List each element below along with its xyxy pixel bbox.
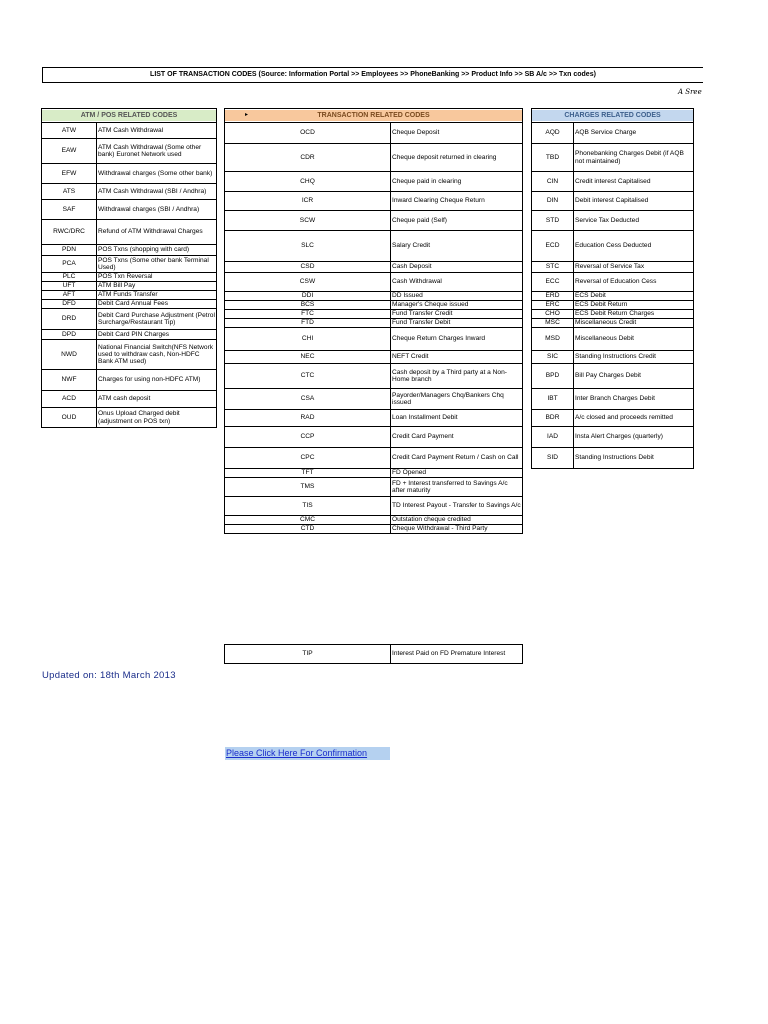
- code-cell: MSC: [532, 319, 574, 328]
- charges-header: CHARGES RELATED CODES: [532, 110, 693, 121]
- description-cell: FD + Interest transferred to Savings A/c after maturity: [391, 478, 523, 497]
- description-cell: Loan Installment Debit: [391, 410, 523, 427]
- code-cell: CTC: [225, 364, 391, 389]
- description-cell: Debit Card Purchase Adjustment (Petrol Surcharge/Restaurant Tip): [97, 309, 217, 330]
- table-row: [42, 282, 217, 291]
- table-row: [42, 139, 217, 164]
- table-row: [225, 310, 523, 319]
- table-row: [42, 273, 217, 282]
- table-row: [225, 645, 523, 664]
- table-row: [225, 448, 523, 469]
- table-row: [42, 123, 217, 139]
- code-cell: DPD: [42, 330, 97, 340]
- code-cell: EFW: [42, 164, 97, 184]
- description-cell: Reversal of Education Cess: [574, 273, 694, 292]
- description-cell: ECS Debit Return: [574, 301, 694, 310]
- table-row: [42, 391, 217, 408]
- table-row: [42, 164, 217, 184]
- table-row: [532, 351, 694, 364]
- code-cell: AQD: [532, 123, 574, 144]
- code-cell: STD: [532, 211, 574, 231]
- description-cell: ATM Cash Withdrawal (SBI / Andhra): [97, 184, 217, 200]
- description-cell: Debit interest Capitalised: [574, 192, 694, 211]
- code-cell: SID: [532, 448, 574, 469]
- code-cell: DFD: [42, 300, 97, 309]
- description-cell: Inward Clearing Cheque Return: [391, 192, 523, 211]
- table-row: [532, 301, 694, 310]
- code-cell: CSD: [225, 262, 391, 273]
- table-row: [532, 144, 694, 172]
- code-cell: CSW: [225, 273, 391, 292]
- table-row: [42, 291, 217, 300]
- page-title: LIST OF TRANSACTION CODES (Source: Information Portal >> Employees >> PhoneBanking >> Product Info >> SB A/c >> Txn codes): [42, 67, 703, 83]
- table-row: [532, 319, 694, 328]
- description-cell: Miscellaneous Credit: [574, 319, 694, 328]
- code-cell: NWF: [42, 370, 97, 391]
- table-row: [532, 328, 694, 351]
- table-row: [42, 200, 217, 220]
- table-row: [42, 220, 217, 245]
- description-cell: Salary Credit: [391, 231, 523, 262]
- description-cell: Education Cess Deducted: [574, 231, 694, 262]
- code-cell: DRD: [42, 309, 97, 330]
- code-cell: CHQ: [225, 172, 391, 192]
- description-cell: POS Txn Reversal: [97, 273, 217, 282]
- cursor-arrow-icon: ▸: [245, 112, 249, 118]
- description-cell: Cheque Deposit: [391, 123, 523, 144]
- description-cell: Outstation cheque credited: [391, 516, 523, 525]
- code-cell: RWC/DRC: [42, 220, 97, 245]
- code-cell: ICR: [225, 192, 391, 211]
- description-cell: Miscellaneous Debit: [574, 328, 694, 351]
- confirmation-link-cell[interactable]: [225, 747, 390, 760]
- description-cell: POS Txns (shopping with card): [97, 245, 217, 256]
- table-row: [225, 292, 523, 301]
- confirmation-link[interactable]: Please Click Here For Confirmation: [226, 748, 368, 758]
- description-cell: Credit Card Payment Return / Cash on Call: [391, 448, 523, 469]
- table-row: [42, 309, 217, 330]
- code-cell: PDN: [42, 245, 97, 256]
- table-row: [532, 231, 694, 262]
- description-cell: Cash Withdrawal: [391, 273, 523, 292]
- code-cell: EAW: [42, 139, 97, 164]
- table-row: [532, 273, 694, 292]
- code-cell: CTD: [225, 525, 391, 534]
- description-cell: Cash Deposit: [391, 262, 523, 273]
- table-row: [532, 448, 694, 469]
- code-cell: ERC: [532, 301, 574, 310]
- description-cell: Fund Transfer Credit: [391, 310, 523, 319]
- description-cell: ATM Cash Withdrawal: [97, 123, 217, 139]
- code-cell: STC: [532, 262, 574, 273]
- table-row: [532, 172, 694, 192]
- transaction-codes-table: [224, 108, 523, 534]
- description-cell: Cash deposit by a Third party at a Non-Home branch: [391, 364, 523, 389]
- description-cell: Withdrawal charges (Some other bank): [97, 164, 217, 184]
- code-cell: NWD: [42, 340, 97, 370]
- code-cell: FTD: [225, 319, 391, 328]
- table-row: [42, 340, 217, 370]
- code-cell: TBD: [532, 144, 574, 172]
- updated-date: Updated on: 18th March 2013: [42, 670, 176, 681]
- table-row: [532, 262, 694, 273]
- table-row: [532, 410, 694, 427]
- description-cell: Credit Card Payment: [391, 427, 523, 448]
- description-cell: ECS Debit Return Charges: [574, 310, 694, 319]
- table-row: [225, 389, 523, 410]
- table-row: [42, 300, 217, 309]
- description-cell: Debit Card Annual Fees: [97, 300, 217, 309]
- tip-row-table: [224, 644, 523, 664]
- code-cell: AFT: [42, 291, 97, 300]
- table-row: [225, 525, 523, 534]
- code-cell: TMS: [225, 478, 391, 497]
- description-cell: FD Opened: [391, 469, 523, 478]
- code-cell: TFT: [225, 469, 391, 478]
- code-cell: CIN: [532, 172, 574, 192]
- code-cell: ACD: [42, 391, 97, 408]
- code-cell: CHI: [225, 328, 391, 351]
- table-row: [225, 351, 523, 364]
- table-row: [225, 211, 523, 231]
- table-row: [532, 364, 694, 389]
- description-cell: ATM Cash Withdrawal (Some other bank) Euronet Network used: [97, 139, 217, 164]
- description-cell: Cheque Withdrawal - Third Party: [391, 525, 523, 534]
- table-row: [42, 184, 217, 200]
- description-cell: Withdrawal charges (SBI / Andhra): [97, 200, 217, 220]
- table-row: [225, 410, 523, 427]
- code-cell: PLC: [42, 273, 97, 282]
- table-row: [225, 364, 523, 389]
- table-row: [42, 330, 217, 340]
- description-cell: Cheque Return Charges Inward: [391, 328, 523, 351]
- description-cell: Charges for using non-HDFC ATM): [97, 370, 217, 391]
- description-cell: Bill Pay Charges Debit: [574, 364, 694, 389]
- description-cell: Standing Instructions Debit: [574, 448, 694, 469]
- table-row: [225, 273, 523, 292]
- description-cell: NEFT Credit: [391, 351, 523, 364]
- description-cell: Debit Card PIN Charges: [97, 330, 217, 340]
- description-cell: ATM Bill Pay: [97, 282, 217, 291]
- table-row: [532, 427, 694, 448]
- table-row: [532, 211, 694, 231]
- code-cell: DDI: [225, 292, 391, 301]
- description-cell: Inter Branch Charges Debit: [574, 389, 694, 410]
- table-row: [42, 370, 217, 391]
- code-cell: IBT: [532, 389, 574, 410]
- code-cell: TIP: [225, 645, 391, 664]
- table-row: [225, 427, 523, 448]
- code-cell: TIS: [225, 497, 391, 516]
- code-cell: BCS: [225, 301, 391, 310]
- signature: A Sree: [678, 88, 702, 96]
- table-row: [532, 123, 694, 144]
- description-cell: Service Tax Deducted: [574, 211, 694, 231]
- description-cell: Onus Upload Charged debit (adjustment on POS txn): [97, 408, 217, 428]
- description-cell: ECS Debit: [574, 292, 694, 301]
- atm-pos-codes-table: [41, 108, 217, 428]
- code-cell: ECD: [532, 231, 574, 262]
- table-row: [225, 231, 523, 262]
- code-cell: CDR: [225, 144, 391, 172]
- table-row: [225, 469, 523, 478]
- table-row: [42, 245, 217, 256]
- table-row: [225, 497, 523, 516]
- code-cell: RAD: [225, 410, 391, 427]
- code-cell: DIN: [532, 192, 574, 211]
- code-cell: FTC: [225, 310, 391, 319]
- table-row: [42, 256, 217, 273]
- description-cell: Cheque paid in clearing: [391, 172, 523, 192]
- table-row: [225, 478, 523, 497]
- description-cell: Reversal of Service Tax: [574, 262, 694, 273]
- code-cell: NEC: [225, 351, 391, 364]
- code-cell: OCD: [225, 123, 391, 144]
- code-cell: ATW: [42, 123, 97, 139]
- code-cell: ECC: [532, 273, 574, 292]
- table-row: [532, 389, 694, 410]
- description-cell: National Financial Switch(NFS Network used to withdraw cash, Non-HDFC Bank ATM used): [97, 340, 217, 370]
- code-cell: PCA: [42, 256, 97, 273]
- description-cell: DD Issued: [391, 292, 523, 301]
- table-row: [532, 310, 694, 319]
- description-cell: TD Interest Payout - Transfer to Savings A/c: [391, 497, 523, 516]
- code-cell: MSD: [532, 328, 574, 351]
- code-cell: CMC: [225, 516, 391, 525]
- description-cell: Refund of ATM Withdrawal Charges: [97, 220, 217, 245]
- code-cell: CSA: [225, 389, 391, 410]
- description-cell: ATM cash deposit: [97, 391, 217, 408]
- code-cell: IAD: [532, 427, 574, 448]
- code-cell: BPD: [532, 364, 574, 389]
- charges-codes-table: [531, 108, 694, 469]
- table-row: [225, 172, 523, 192]
- code-cell: ATS: [42, 184, 97, 200]
- table-row: [532, 292, 694, 301]
- description-cell: ATM Funds Transfer: [97, 291, 217, 300]
- code-cell: SLC: [225, 231, 391, 262]
- description-cell: Fund Transfer Debit: [391, 319, 523, 328]
- description-cell: Cheque deposit returned in clearing: [391, 144, 523, 172]
- table-row: [532, 192, 694, 211]
- table-row: [225, 328, 523, 351]
- description-cell: Phonebanking Charges Debit (if AQB not maintained): [574, 144, 694, 172]
- code-cell: SCW: [225, 211, 391, 231]
- code-cell: CPC: [225, 448, 391, 469]
- description-cell: Payorder/Managers Chq/Bankers Chq issued: [391, 389, 523, 410]
- description-cell: Manager's Cheque issued: [391, 301, 523, 310]
- table-row: [225, 319, 523, 328]
- code-cell: ERD: [532, 292, 574, 301]
- table-row: [225, 516, 523, 525]
- table-row: [225, 262, 523, 273]
- code-cell: BDR: [532, 410, 574, 427]
- description-cell: AQB Service Charge: [574, 123, 694, 144]
- description-cell: Interest Paid on FD Premature Interest: [391, 645, 523, 664]
- code-cell: CCP: [225, 427, 391, 448]
- description-cell: A/c closed and proceeds remitted: [574, 410, 694, 427]
- transaction-header: ▸ TRANSACTION RELATED CODES: [225, 110, 522, 121]
- code-cell: OUD: [42, 408, 97, 428]
- table-row: [225, 123, 523, 144]
- description-cell: POS Txns (Some other bank Terminal Used): [97, 256, 217, 273]
- code-cell: CHO: [532, 310, 574, 319]
- code-cell: SIC: [532, 351, 574, 364]
- atm-pos-header: ATM / POS RELATED CODES: [42, 110, 216, 121]
- table-row: [225, 192, 523, 211]
- description-cell: Cheque paid (Self): [391, 211, 523, 231]
- description-cell: Insta Alert Charges (quarterly): [574, 427, 694, 448]
- table-row: [225, 301, 523, 310]
- table-row: [225, 144, 523, 172]
- code-cell: UFT: [42, 282, 97, 291]
- description-cell: Standing Instructions Credit: [574, 351, 694, 364]
- code-cell: SAF: [42, 200, 97, 220]
- table-row: [42, 408, 217, 428]
- description-cell: Credit interest Capitalised: [574, 172, 694, 192]
